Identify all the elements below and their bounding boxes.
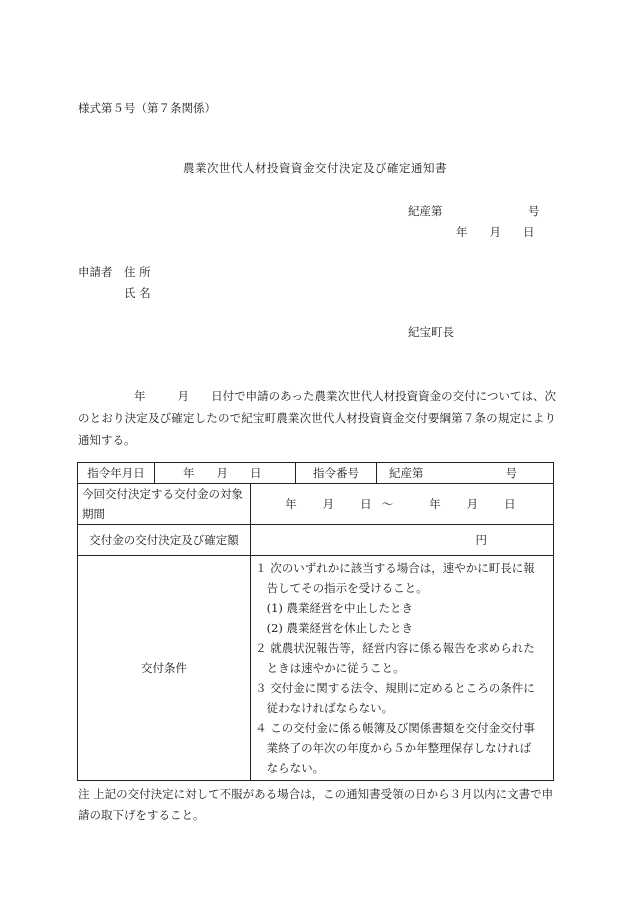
conditions-row [78, 556, 554, 781]
amount-unit: 円 [251, 525, 554, 556]
condition-line: (2) 農業経営を休止したとき [255, 621, 414, 635]
decision-table [77, 462, 554, 781]
document-title: 農業次世代人材投資資金交付決定及び確定通知書 [183, 161, 447, 175]
condition-line: ３ 交付金に関する法令、規則に定めるところの条件に [255, 681, 535, 695]
target-period-value: 年 月 日 ～ 年 月 日 [251, 484, 554, 525]
issuer-name: 紀宝町長 [408, 325, 454, 339]
condition-line: ４ この交付金に係る帳簿及び関係書類を交付金交付事 [255, 721, 535, 735]
condition-line: ならない。 [255, 761, 325, 775]
condition-line: １ 次のいずれかに該当する場合は，速やかに町長に報 [255, 561, 535, 575]
condition-line: 業終了の年次の年度から５か年整理保存しなければ [255, 741, 532, 755]
issue-date-month: 月 [489, 225, 501, 239]
issue-date-day: 日 [523, 225, 535, 239]
body-text: 日付で申請のあった農業次世代人材投資資金の交付については、次のとおり決定及び確定したので紀宝町農業次世代人材投資資金交付要綱第７条の規定により通知する。 [78, 389, 557, 447]
conditions-label: 交付条件 [78, 556, 251, 781]
body-month: 月 [177, 389, 190, 403]
condition-line: 告してその指示を受けること。 [255, 581, 428, 595]
body-year: 年 [134, 389, 146, 403]
designation-row [78, 463, 554, 484]
issue-date-year: 年 [456, 225, 468, 239]
condition-line: ２ 就農状況報告等，経営内容に係る報告を求められた [255, 641, 535, 655]
designation-date-value: 年 月 日 [155, 463, 296, 483]
footnote: 注 上記の交付決定に対して不服がある場合は，この通知書受領の日から３月以内に文書で申請の取下げをすること。 [78, 787, 554, 822]
target-period-label: 今回交付決定する交付金の対象期間 [78, 484, 251, 525]
issue-date [456, 224, 535, 240]
address-label: 住 所 [124, 265, 151, 279]
form-number: 様式第５号（第７条関係） [78, 101, 216, 115]
designation-date-label: 指令年月日 [78, 463, 155, 483]
applicant-label: 申請者 [78, 265, 113, 279]
document-number-suffix: 号 [528, 204, 540, 218]
conditions-list [251, 556, 554, 781]
designation-number-label: 指令番号 [296, 463, 377, 483]
condition-line: ときは速やかに従うこと。 [255, 661, 405, 675]
condition-line: 従わなければならない。 [255, 701, 394, 715]
amount-label: 交付金の交付決定及び確定額 [78, 525, 251, 556]
amount-row [78, 525, 554, 556]
condition-line: (1) 農業経営を中止したとき [255, 601, 414, 615]
name-label: 氏 名 [124, 286, 151, 300]
target-period-row [78, 484, 554, 525]
designation-number-value: 紀産第 号 [389, 466, 517, 480]
document-number-prefix: 紀産第 [408, 204, 443, 218]
notice-body [78, 385, 556, 451]
